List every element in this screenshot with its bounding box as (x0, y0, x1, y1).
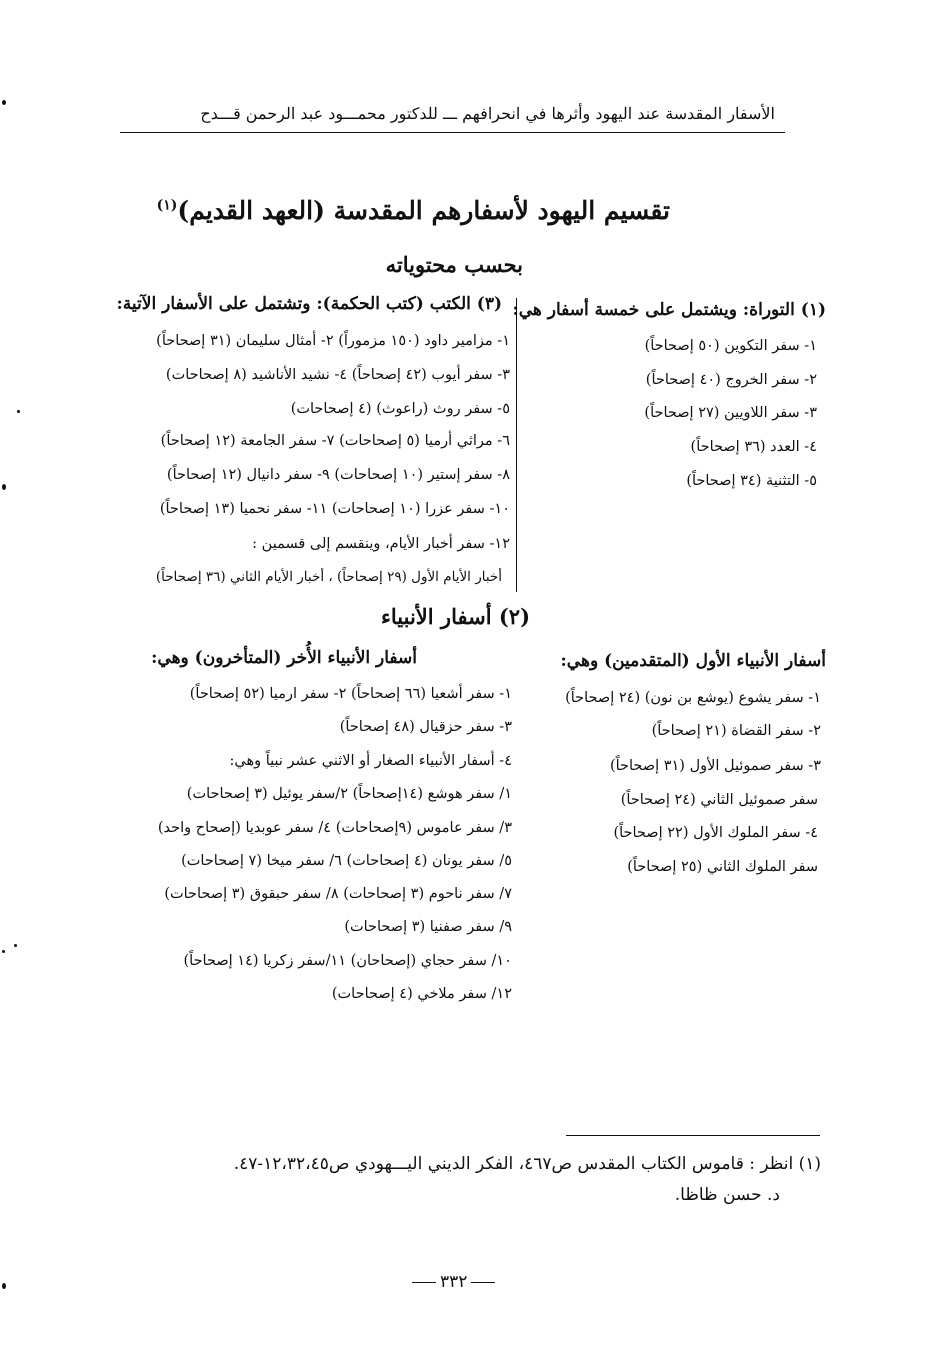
torah-heading: (١) التوراة: ويشتمل على خمسة أسفار هي: (512, 300, 826, 320)
footnote-mark: (١) (156, 197, 178, 214)
wisdom-item: أخبار الأيام الأول (٢٩ إصحاحاً) ، أخبار الأيام الثاني (٣٦ إصحاحاً) (155, 569, 502, 585)
column-divider (516, 298, 517, 592)
former-prophets-item: سفر صموئيل الثاني (٢٤ إصحاحاً) (620, 792, 818, 808)
footnote-line: د. حسن ظاظا. (674, 1185, 780, 1205)
running-head: الأسفار المقدسة عند اليهود وأثرها في انحرافهم ـــ للدكتور محمـــود عبد الرحمن قـــدح (200, 104, 775, 123)
former-prophets-item: ٢- سفر القضاة (٢١ إصحاحاً) (651, 723, 821, 739)
latter-prophets-item: ١/ سفر هوشع (١٤إصحاحاً) ٢/سفر يوئيل (٣ إصحاحات) (186, 786, 512, 802)
torah-item: ٤- العدد (٣٦ إصحاحاً) (690, 439, 817, 455)
latter-prophets-item: ٧/ سفر ناحوم (٣ إصحاحات) ٨/ سفر حبقوق (٣ إصحاحات) (164, 886, 512, 902)
wisdom-item: ١- مزامير داود (١٥٠ مزموراً) ٢- أمثال سليمان (٣١ إصحاحاً) (156, 333, 510, 349)
latter-prophets-item: ١٢/ سفر ملاخي (٤ إصحاحات) (331, 986, 512, 1002)
wisdom-item: ٥- سفر روث (راعوث) (٤ إصحاحات) (290, 401, 510, 417)
main-title (157, 196, 670, 225)
scan-speck (2, 100, 6, 105)
former-prophets-item: ١- سفر يشوع (يوشع بن نون) (٢٤ إصحاحاً) (565, 690, 821, 706)
latter-prophets-item: ١٠/ سفر حجاي (إصحاحان) ١١/سفر زكريا (١٤ إصحاحاً) (183, 953, 512, 969)
former-prophets-item: ٤- سفر الملوك الأول (٢٢ إصحاحاً) (613, 825, 818, 841)
wisdom-item: ٨- سفر إستير (١٠ إصحاحات) ٩- سفر دانيال (١٢ إصحاحاً) (166, 467, 510, 483)
scan-speck (2, 950, 5, 953)
scan-speck (17, 410, 20, 413)
wisdom-item: ١٠- سفر عزرا (١٠ إصحاحات) ١١- سفر نحميا (١٣ إصحاحاً) (159, 501, 510, 517)
latter-prophets-item: ٥/ سفر يونان (٤ إصحاحات) ٦/ سفر ميخا (٧ إصحاحات) (181, 853, 512, 869)
main-title-text: تقسيم اليهود لأسفارهم المقدسة (العهد القديم) (177, 196, 670, 225)
latter-prophets-item: ٣/ سفر عاموس (٩إصحاحات) ٤/ سفر عوبديا (إصحاح واحد) (157, 820, 512, 836)
wisdom-item: ٦- مراثي أرميا (٥ إصحاحات) ٧- سفر الجامعة (١٢ إصحاحاً) (160, 433, 510, 449)
wisdom-item: ٣- سفر أيوب (٤٢ إصحاحاً) ٤- نشيد الأناشيد (٨ إصحاحات) (165, 367, 510, 383)
wisdom-heading: (٣) الكتب (كتب الحكمة): وتشتمل على الأسفار الآتية: (116, 294, 502, 314)
prophets-title: (٢) أسفار الأنبياء (381, 604, 530, 629)
wisdom-item: ١٢- سفر أخبار الأيام، وينقسم إلى قسمين : (252, 536, 510, 552)
scan-speck (14, 944, 17, 947)
latter-prophets-item: ٩/ سفر صفنيا (٣ إصحاحات) (344, 919, 512, 935)
latter-prophets-item: ٣- سفر حزقيال (٤٨ إصحاحاً) (339, 719, 512, 735)
former-prophets-item: سفر الملوك الثاني (٢٥ إصحاحاً) (627, 859, 818, 875)
footnote-line: (١) انظر : قاموس الكتاب المقدس ص٤٦٧، الفكر الديني اليـــهودي ص١٢،٣٢،٤٥-٤٧. (233, 1154, 821, 1174)
latter-prophets-heading: أسفار الأنبياء الأُخر (المتأخرون) وهي: (151, 648, 417, 668)
torah-item: ٢- سفر الخروج (٤٠ إصحاحاً) (645, 372, 817, 388)
latter-prophets-item: ١- سفر أشعيا (٦٦ إصحاحاً) ٢- سفر ارميا (٥٢ إصحاحاً) (189, 686, 512, 702)
scan-speck (2, 1283, 6, 1289)
former-prophets-heading: أسفار الأنبياء الأول (المتقدمين) وهي: (560, 651, 826, 671)
torah-item: ٣- سفر اللاويين (٢٧ إصحاحاً) (644, 405, 817, 421)
latter-prophets-item: ٤- أسفار الأنبياء الصغار أو الاثني عشر نبياً وهي: (229, 753, 512, 769)
page-number-text: ٣٣٢ (440, 1272, 468, 1292)
torah-item: ١- سفر التكوين (٥٠ إصحاحاً) (644, 338, 817, 354)
page-number-dash (471, 1282, 495, 1283)
torah-item: ٥- التثنية (٣٤ إصحاحاً) (686, 473, 817, 489)
page-number-dash (412, 1282, 436, 1283)
footnote-rule (566, 1135, 820, 1136)
former-prophets-item: ٣- سفر صموئيل الأول (٣١ إصحاحاً) (609, 758, 821, 774)
page-number (408, 1272, 499, 1292)
scan-speck (2, 484, 6, 490)
header-rule (120, 132, 785, 133)
sub-title: بحسب محتوياته (385, 252, 523, 277)
